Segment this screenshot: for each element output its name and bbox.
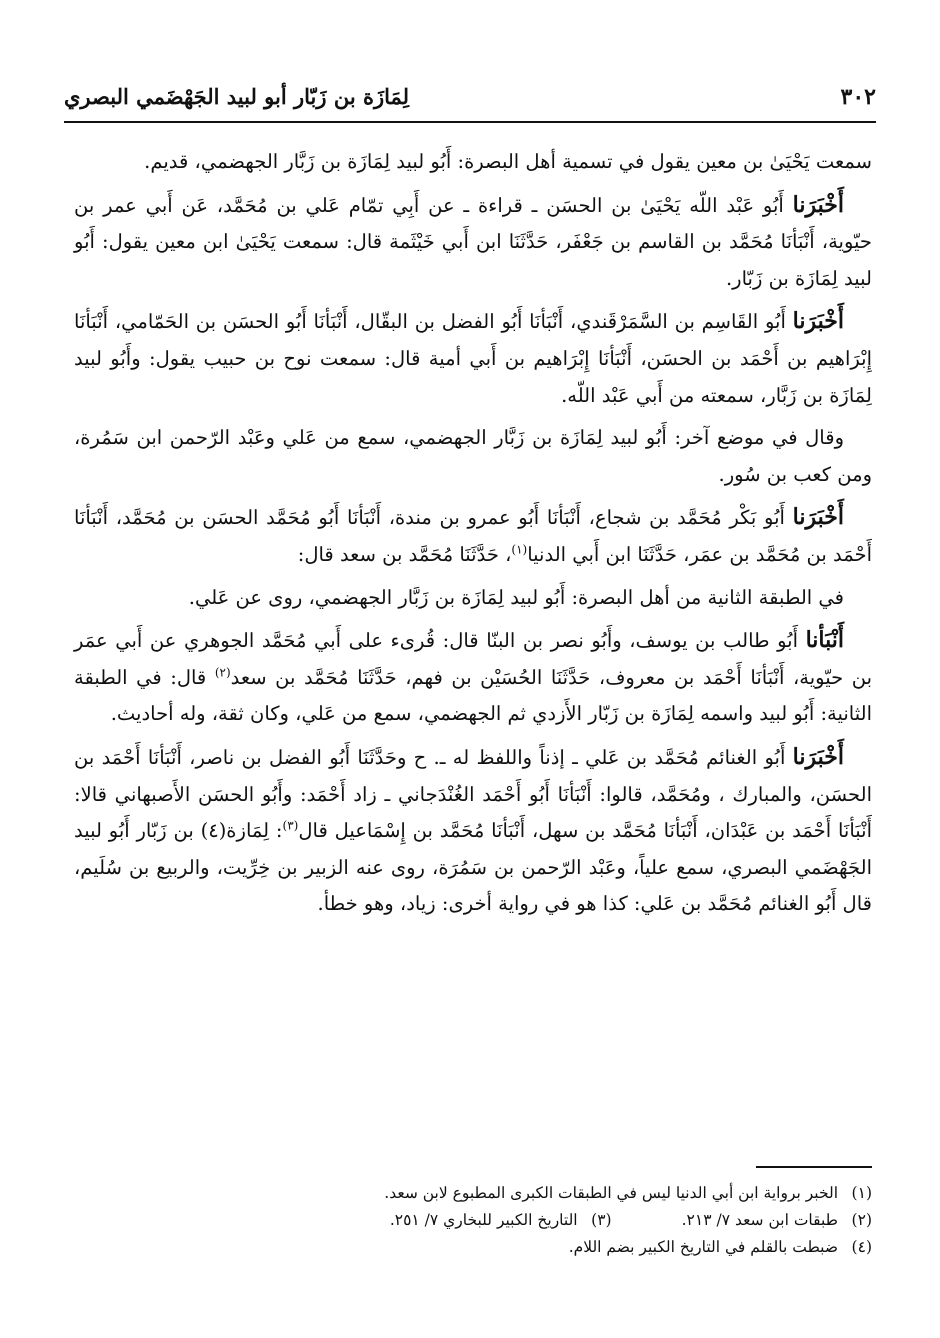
footnote-ref-1[interactable]: (١) bbox=[511, 542, 528, 557]
paragraph-1 bbox=[74, 144, 872, 181]
footnote-4 bbox=[110, 1234, 872, 1261]
footnote-1 bbox=[110, 1180, 872, 1207]
page-header bbox=[64, 72, 876, 118]
isnad-keyword: أَخْبَرَنا bbox=[792, 504, 844, 531]
paragraph-text-tail: ، حَدَّثَنَا مُحَمَّد بن سعد قال: bbox=[297, 542, 512, 566]
footnote-text: طبقات ابن سعد ٧/ ٢١٣. bbox=[681, 1211, 838, 1229]
paragraph-2 bbox=[74, 187, 872, 298]
paragraph-text-tail: : لِمَازة(٤) بن زَبّار أَبُو لبيد الجَهْضَمي البصري، سمع علياً، وعَبْد الرّحمن بن سَمُرَة، روى عنه الزبير بن خِرِّيت، والربيع بن سُلَيم، قال أَبُو الغنائم مُحَمَّد بن عَلي: كذا هو في رواية أخرى: زياد، وهو خطأ. bbox=[74, 819, 872, 916]
paragraph-3 bbox=[74, 303, 872, 414]
paragraph-text: أَبُو طالب بن يوسف، وأَبُو نصر بن البنّا قال: قُرىء على أَبي مُحَمَّد الجوهري عن أَبي عمَر بن حيّوية، أَنْبَأنَا أَحْمَد بن معروف، حَدَّثَنَا الحُسَيْن بن فهم، حَدَّثَنَا مُحَمَّد بن سعد bbox=[74, 629, 872, 689]
isnad-keyword: أَخْبَرَنا bbox=[792, 743, 844, 770]
paragraph-4 bbox=[74, 420, 872, 493]
paragraph-7 bbox=[74, 622, 872, 733]
footnote-number: (٣) bbox=[591, 1211, 612, 1229]
isnad-keyword: أَنْبَأنا bbox=[805, 627, 844, 654]
paragraph-text: أَبُو الغنائم مُحَمَّد بن عَلي ـ إذناً واللفظ له ـ. ح وحَدَّثَنَا أَبُو الفضل بن ناصر، أَنْبَأنَا أَحْمَد بن الحسَن، والمبارك ، ومُحَمَّد، قالوا: أَنْبَأنَا أَبُو أَحْمَد الغُنْدَجاني ـ زاد أَحْمَد: وأَبُو الحسَن الأَصبهاني قالا: أَنْبَأنَا أَحْمَد بن عَبْدَان، أَنْبَأنَا مُحَمَّد بن سهل، أَنْبَأنَا مُحَمَّد بن إِسْمَاعيل قال bbox=[74, 745, 872, 843]
footnote-text: التاريخ الكبير للبخاري ٧/ ٢٥١. bbox=[389, 1211, 578, 1229]
isnad-keyword: أَخْبَرَنا bbox=[792, 308, 844, 335]
footnote-ref-3[interactable]: (٣) bbox=[282, 818, 299, 833]
footnote-rule bbox=[756, 1166, 872, 1168]
footnote-text: الخبر برواية ابن أبي الدنيا ليس في الطبقات الكبرى المطبوع لابن سعد. bbox=[384, 1184, 838, 1202]
footnote-number: (٤) bbox=[851, 1238, 872, 1256]
footnote-ref-2[interactable]: (٢) bbox=[214, 665, 231, 680]
paragraph-8 bbox=[74, 739, 872, 923]
paragraph-text: أَبُو القَاسِم بن السَّمَرْقَندي، أَنْبَأنَا أَبُو الفضل بن البقّال، أَنْبَأنَا أَبُو الحسَن بن الحَمّامي، أَنْبَأنَا إِبْرَاهيم بن أَحْمَد بن الحسَن، أَنْبَأنَا إِبْرَاهيم بن أَبي أمية قال: سمعت نوح بن حبيب يقول: وأَبُو لبيد لِمَازَة بن زَبَّار، سمعته من أَبي عَبْد اللّه. bbox=[74, 310, 872, 407]
footnotes bbox=[110, 1180, 872, 1261]
paragraph-6 bbox=[74, 580, 872, 617]
footnote-text: ضبطت بالقلم في التاريخ الكبير بضم اللام. bbox=[568, 1238, 838, 1256]
paragraph-text: سمعت يَحْيَىٰ بن معين يقول في تسمية أهل البصرة: أَبُو لبيد لِمَازَة بن زَبَّار الجهضمي، قديم. bbox=[144, 150, 872, 173]
main-text bbox=[74, 144, 872, 929]
header-rule bbox=[64, 121, 876, 123]
paragraph-5 bbox=[74, 499, 872, 573]
running-title: لِمَازَة بن زَبّار أبو لبيد الجَهْضَمي البصري bbox=[64, 84, 410, 109]
paragraph-text-tail: قال: في الطبقة الثانية: أَبُو لبيد واسمه لِمَازَة بن زَبّار الأَزدي ثم الجهضمي، سمع من عَلي، وكان ثقة، وله أحاديث. bbox=[74, 665, 872, 726]
paragraph-text: في الطبقة الثانية من أهل البصرة: أَبُو لبيد لِمَازَة بن زَبَّار الجهضمي، روى عن عَلي. bbox=[188, 585, 844, 609]
page-number: ٣٠٢ bbox=[840, 84, 876, 110]
footnote-2-3 bbox=[110, 1207, 872, 1234]
footnote-number: (١) bbox=[851, 1184, 872, 1202]
paragraph-text: أَبُو عَبْد اللّه يَحْيَىٰ بن الحسَن ـ قراءة ـ عن أَبِي تمّام عَلي بن مُحَمَّد، عَن أَبي عمر بن حيّوية، أَنْبَأنَا مُحَمَّد بن القاسم بن جَعْفَر، حَدَّثَنَا ابن أَبي خَيْثَمة قال: سمعت يَحْيَىٰ ابن معين يقول: أَبُو لبيد لِمَازَة بن زَبّار. bbox=[74, 193, 872, 290]
isnad-keyword: أَخْبَرَنا bbox=[792, 191, 844, 218]
paragraph-text: أَبُو بَكْر مُحَمَّد بن شجاع، أَنْبَأنَا أَبُو عمرو بن مندة، أَنْبَأنَا أَبُو مُحَمَّد الحسَن بن مُحَمَّد، أَنْبَأنَا أَحْمَد بن مُحَمَّد بن عمَر، حَدَّثَنَا ابن أَبي الدنيا bbox=[74, 506, 872, 566]
footnote-number: (٢) bbox=[851, 1211, 872, 1229]
paragraph-text: وقال في موضع آخر: أَبُو لبيد لِمَازَة بن زَبَّار الجهضمي، سمع من عَلي وعَبْد الرّحمن ابن سَمُرة، ومن كعب بن سُور. bbox=[74, 426, 872, 486]
